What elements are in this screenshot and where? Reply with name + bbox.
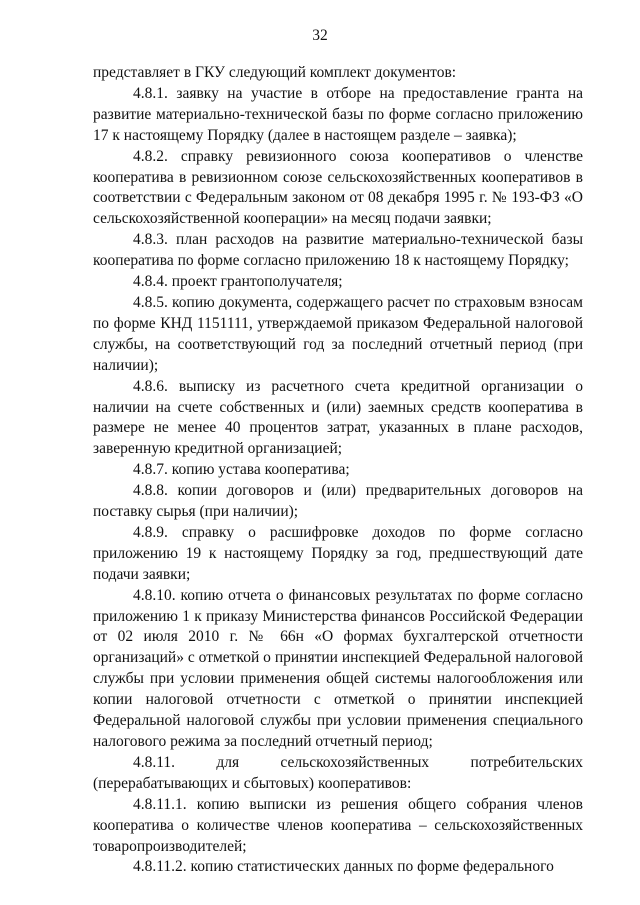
paragraph-4-8-5: 4.8.5. копию документа, содержащего расчет по страховым взносам по форме КНД 1151111, утверждаемой приказом Федеральной налоговой службы, на соответствующий год за последний отчетный период (при наличии); bbox=[93, 293, 583, 374]
document-body bbox=[93, 63, 583, 878]
paragraph-4-8-9: 4.8.9. справку о расшифровке доходов по форме согласно приложению 19 к настоящему Порядку за год, предшествующий дате подачи заявки; bbox=[93, 523, 583, 583]
page-number: 32 bbox=[312, 27, 328, 44]
paragraph-4-8-4: 4.8.4. проект грантополучателя; bbox=[133, 273, 343, 291]
paragraph-4-8-3: 4.8.3. план расходов на развитие материально-технической базы кооператива по форме согласно приложению 18 к настоящему Порядку; bbox=[93, 231, 583, 270]
paragraph-4-8-1: 4.8.1. заявку на участие в отборе на предоставление гранта на развитие материально-технической базы по форме согласно приложению 17 к настоящему Порядку (далее в настоящем разделе – заявка); bbox=[93, 84, 583, 144]
paragraph-4-8-10: 4.8.10. копию отчета о финансовых результатах по форме согласно приложению 1 к приказу Министерства финансов Российской Федерации от 02 июля 2010 г. № 66н «О формах бухгалтерской отчетности организаций» с отметкой о принятии инспекцией Федеральной налоговой службы при условии применения общей системы налогообложения или копии налоговой отчетности с отметкой о принятии инспекцией Федеральной налоговой службы при условии применения специального налогового режима за последний отчетный период; bbox=[93, 586, 583, 750]
intro-paragraph: представляет в ГКУ следующий комплект документов: bbox=[93, 64, 457, 81]
paragraph-4-8-2: 4.8.2. справку ревизионного союза кооперативов о членстве кооператива в ревизионном союзе сельскохозяйственных кооперативов в соответствии с Федеральным законом от 08 декабря 1995 г. № 193-ФЗ «О сельскохозяйственной кооперации» на месяц подачи заявки; bbox=[93, 147, 583, 228]
paragraph-4-8-7: 4.8.7. копию устава кооператива; bbox=[133, 461, 350, 479]
paragraph-4-8-6: 4.8.6. выписку из расчетного счета кредитной организации о наличии на счете собственных и (или) заемных средств кооператива в размере не менее 40 процентов затрат, указанных в плане расходов, заверенную кредитной организацией; bbox=[93, 377, 583, 458]
paragraph-4-8-11-2: 4.8.11.2. копию статистических данных по форме федерального bbox=[133, 858, 554, 876]
paragraph-4-8-11: 4.8.11. для сельскохозяйственных потребительских (перерабатывающих и сбытовых) кооперативов: bbox=[93, 753, 583, 792]
paragraph-4-8-8: 4.8.8. копии договоров и (или) предварительных договоров на поставку сырья (при наличии); bbox=[93, 482, 583, 521]
paragraph-4-8-11-1: 4.8.11.1. копию выписки из решения общего собрания членов кооператива о количестве членов кооператива – сельскохозяйственных товаропроизводителей; bbox=[93, 795, 583, 855]
